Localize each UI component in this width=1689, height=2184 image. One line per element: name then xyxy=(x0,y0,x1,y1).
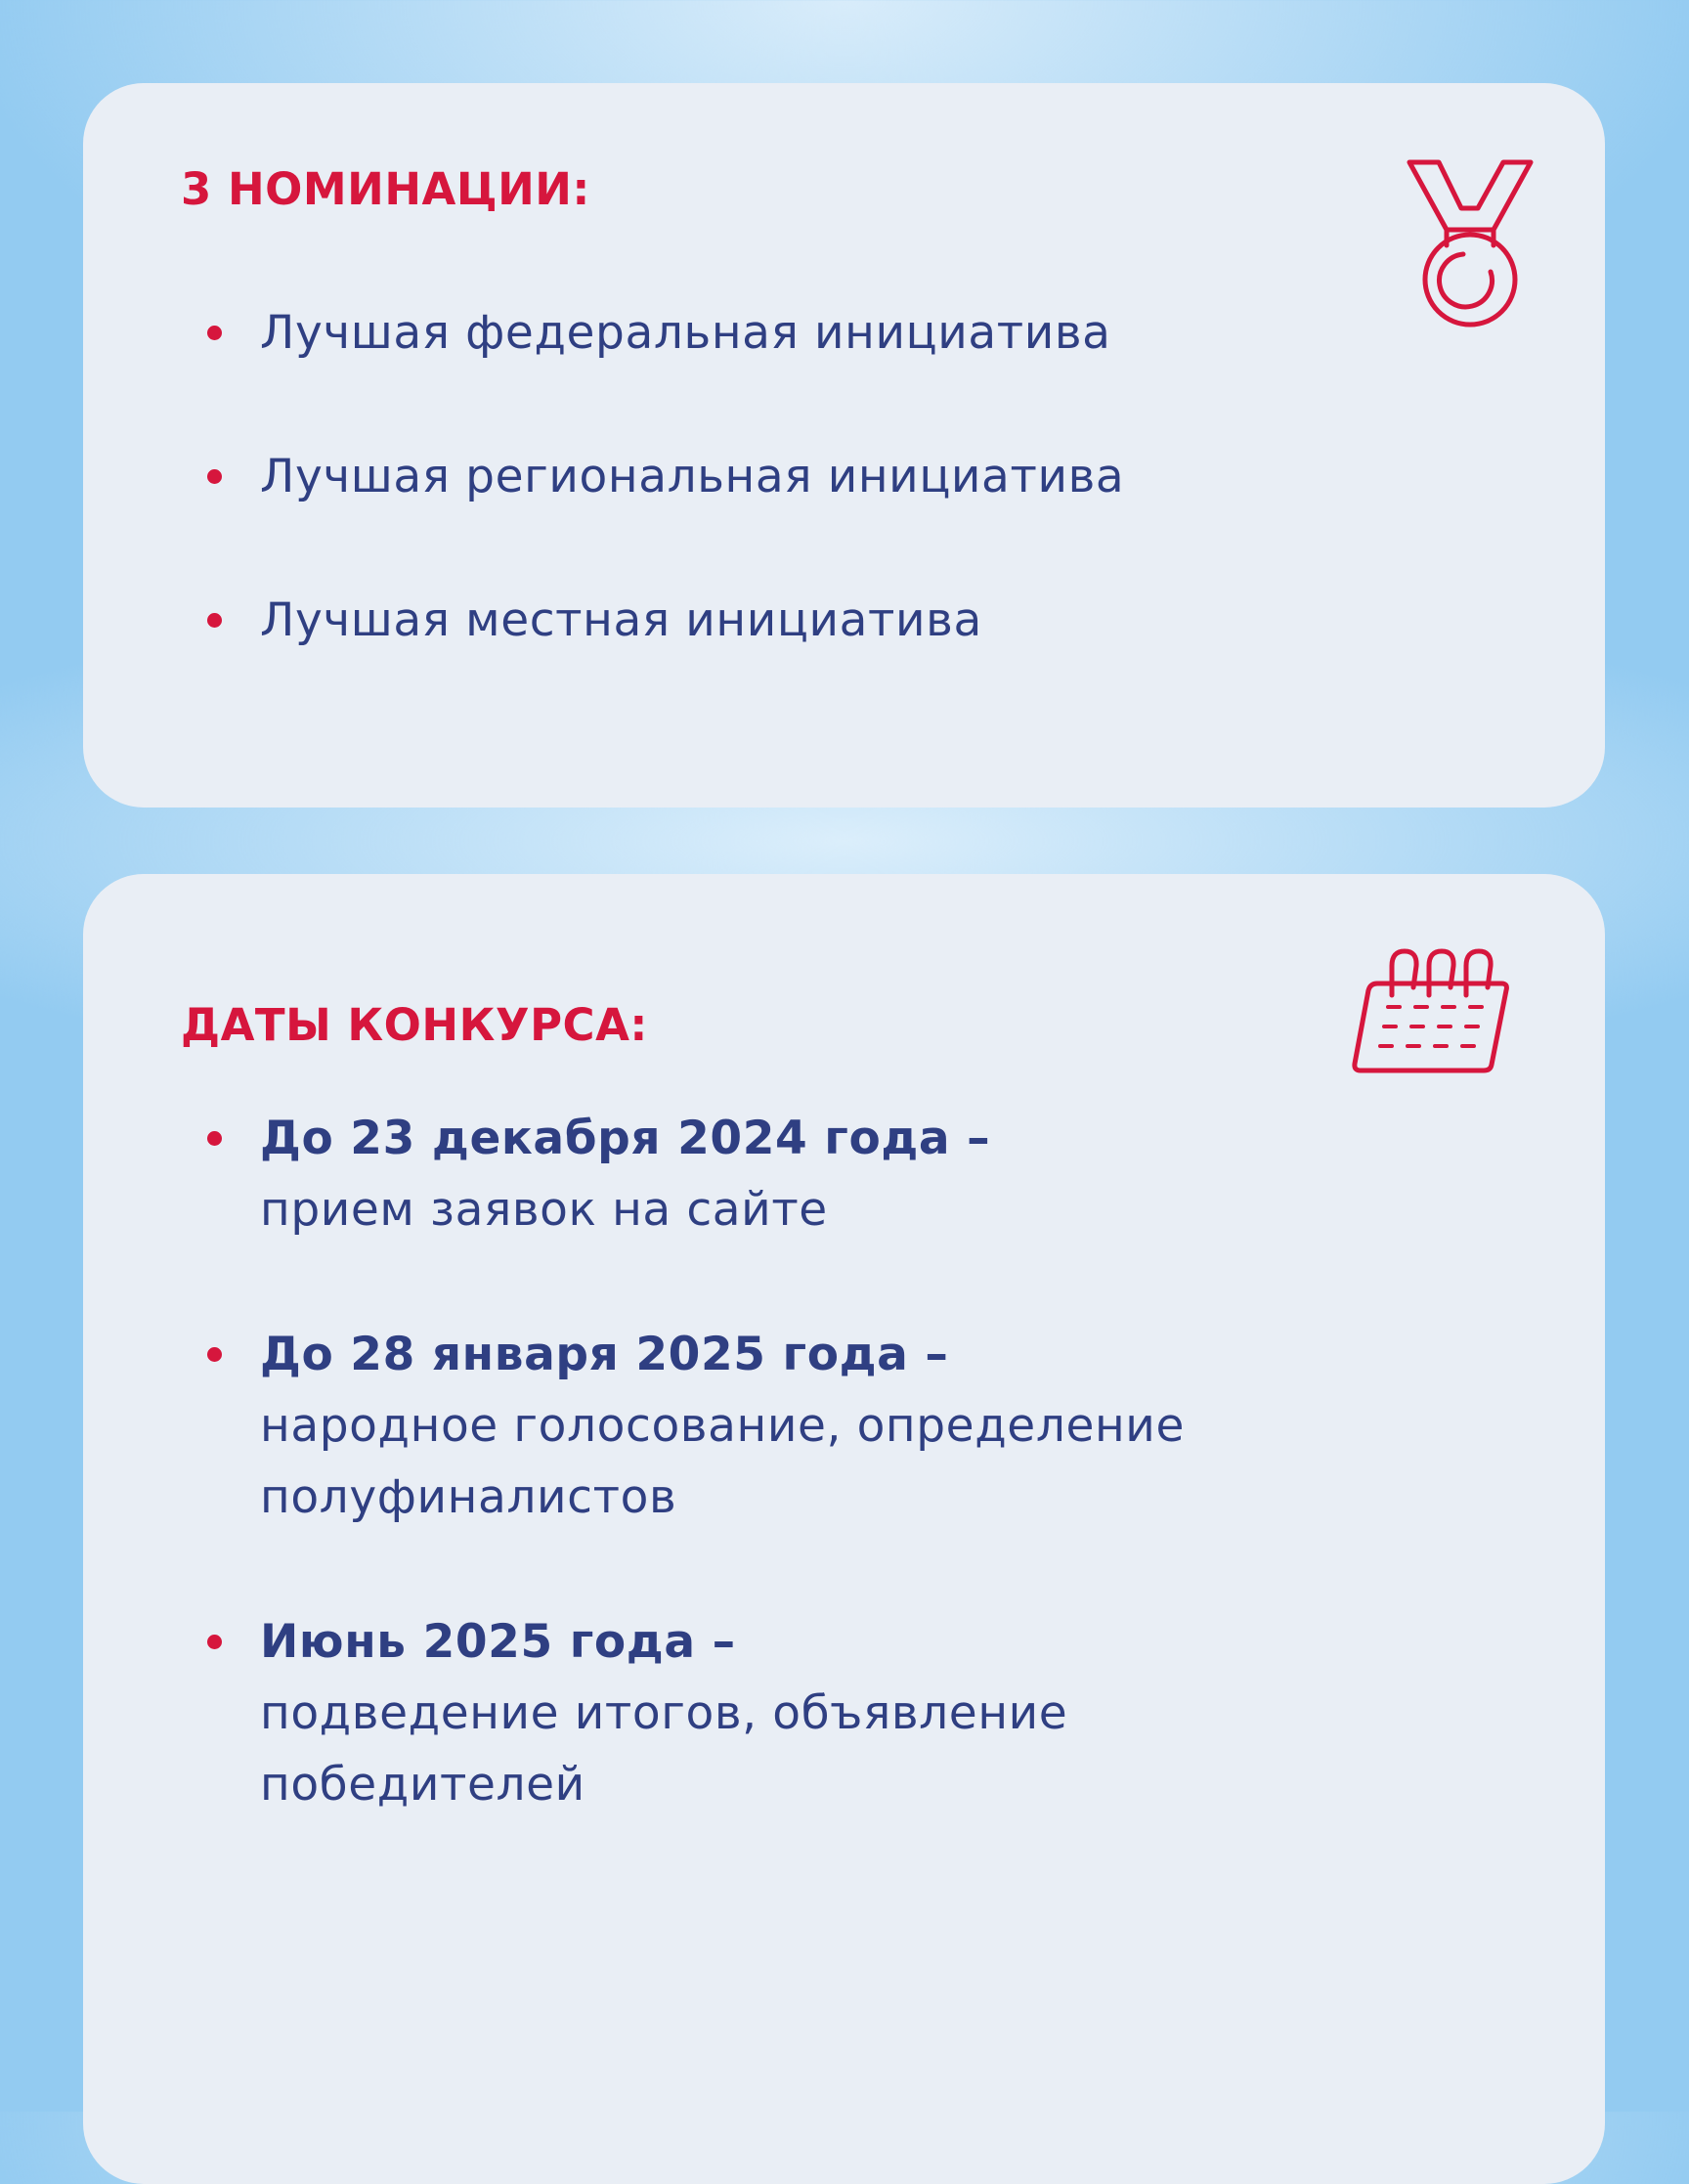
dates-card xyxy=(83,874,1605,2184)
date-label: До 23 декабря 2024 года – xyxy=(260,1112,991,1165)
nomination-label: Лучшая местная инициатива xyxy=(260,593,982,647)
date-item xyxy=(181,1103,1451,1245)
bullet-icon xyxy=(207,1635,222,1649)
nomination-item xyxy=(181,441,1451,512)
nominations-heading: 3 НОМИНАЦИИ: xyxy=(181,163,590,215)
calendar-icon xyxy=(1349,946,1515,1075)
bullet-icon xyxy=(207,1347,222,1362)
date-label: До 28 января 2025 года – xyxy=(260,1328,949,1381)
date-item xyxy=(181,1606,1451,1820)
date-label: Июнь 2025 года – xyxy=(260,1615,736,1669)
date-description: народное голосование, определение полуфиналистов xyxy=(260,1399,1185,1524)
bullet-icon xyxy=(207,1131,222,1146)
date-description: подведение итогов, объявление победителей xyxy=(260,1686,1068,1812)
nomination-item xyxy=(181,585,1451,656)
bullet-icon xyxy=(207,469,222,484)
bullet-icon xyxy=(207,326,222,340)
nomination-label: Лучшая региональная инициатива xyxy=(260,450,1125,503)
dates-heading: ДАТЫ КОНКУРСА: xyxy=(181,999,648,1051)
nominations-card xyxy=(83,83,1605,808)
nomination-label: Лучшая федеральная инициатива xyxy=(260,306,1111,360)
nomination-item xyxy=(181,297,1451,369)
bullet-icon xyxy=(207,613,222,628)
date-item xyxy=(181,1319,1451,1533)
date-description: прием заявок на сайте xyxy=(260,1183,828,1237)
